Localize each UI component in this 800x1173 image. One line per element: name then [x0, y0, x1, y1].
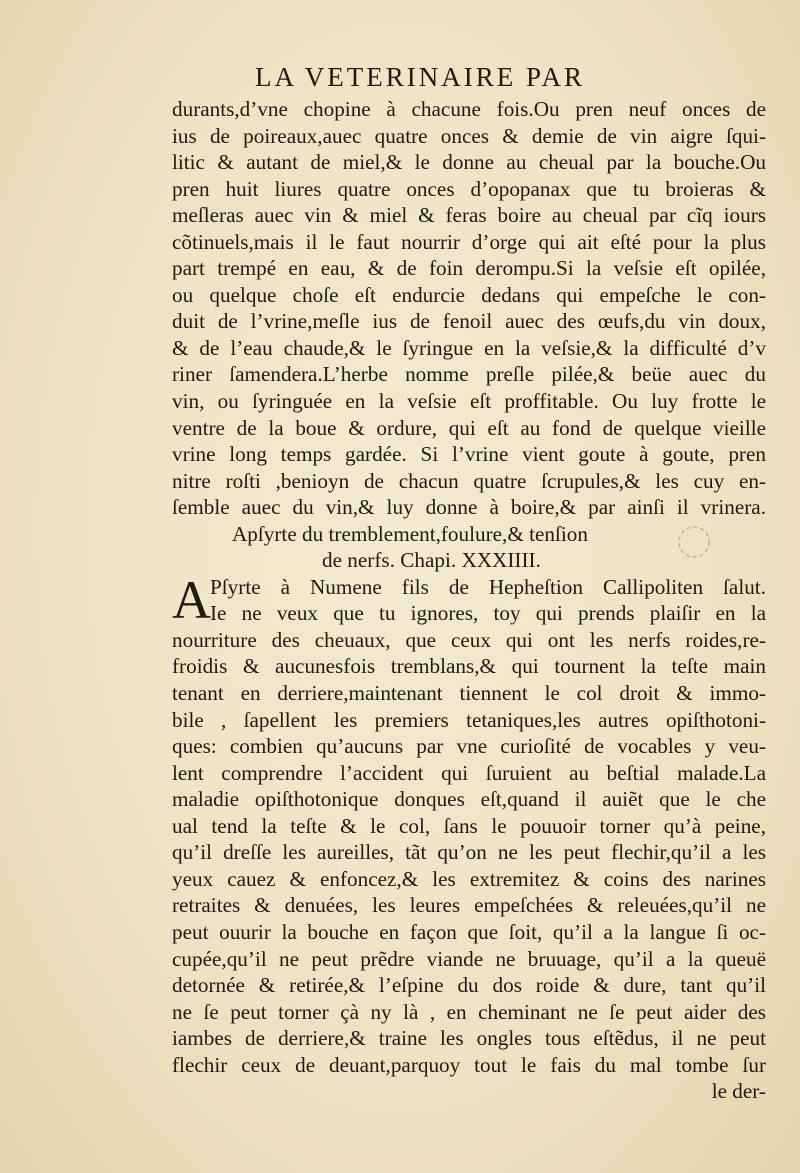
text-line: ventre de la boue & ordure, qui eſt au fond de quelque vieille — [172, 415, 766, 440]
text-line: cupée,qu’il ne peut prẽdre viande ne bruuage, qu’il a la queuë — [172, 946, 766, 971]
text-line: tenant en derriere,maintenant tiennent le col droit & immo- — [172, 681, 766, 706]
chapter-opening — [172, 569, 766, 630]
text-line: flechir ceux de deuant,parquoy tout le fais du mal tombe ſur — [172, 1052, 766, 1077]
text-line: ual tend la teſte & le col, ſans le pouuoir torner qu’à peine, — [172, 813, 766, 838]
text-line: maladie opiſthotonique donques eſt,quand il auiẽt que le che — [172, 787, 766, 812]
text-line: meſleras auec vin & miel & feras boire au cheual par cĩq iours — [172, 203, 766, 228]
text-line: iambes de derriere,& traine les ongles tous eſtẽdus, il ne peut — [172, 1026, 766, 1051]
text-line: pren huit liures quatre onces d’opopanax que tu broieras & — [172, 176, 766, 201]
chapter-title-line-1: Apſyrte du tremblement,foulure,& tenſion — [232, 521, 588, 546]
text-line: yeux cauez & enfoncez,& les extremitez & coins des narines — [172, 866, 766, 891]
text-line: peut ouurir la bouche en façon que ſoit, qu’il a la langue ſi oc- — [172, 919, 766, 944]
running-title: LA VETERINAIRE PAR — [254, 62, 586, 92]
text-line: riner ſamendera.L’herbe nomme preſle pilée,& beüe auec du — [172, 362, 766, 387]
catchword: le der- — [711, 1079, 766, 1104]
text-line: nourriture des cheuaux, que ceux qui ont les nerfs roides,re- — [172, 627, 766, 652]
text-block — [172, 96, 766, 1105]
text-line: froidis & aucunesfois tremblans,& qui tournent la teſte main — [172, 654, 766, 679]
text-line: ques: combien qu’aucuns par vne curioſité de vocables y veu- — [172, 734, 766, 759]
text-line: nitre roſti ,benioyn de chacun quatre ſcrupules,& les cuy en- — [172, 468, 766, 493]
text-line: vin, ou ſyringuée en la veſsie eſt proffitable. Ou luy frotte le — [172, 389, 766, 414]
chapter-title-line-2: de nerfs. Chapi. XXXIIII. — [322, 548, 541, 573]
paragraph-previous-chapter — [172, 96, 766, 521]
text-line: retraites & denuées, les leures empeſchées & releuées,qu’il ne — [172, 893, 766, 918]
text-line: ſemble auec du vin,& luy donne à boire,& par ainſi il vrinera. — [172, 495, 766, 520]
text-line: Ie ne veux que tu ignores, toy qui prends plaiſir en la — [210, 601, 766, 626]
paragraph-chapter-body — [172, 627, 766, 1078]
drop-cap: A — [172, 569, 211, 630]
text-line: Pſyrte à Numene fils de Hepheſtion Callipoliten ſalut. — [210, 574, 766, 599]
text-line: bile , ſapellent les premiers tetaniques,les autres opiſthotoni- — [172, 707, 766, 732]
text-line: lent comprendre l’accident qui ſuruient au beſtial malade.La — [172, 760, 766, 785]
text-line: detornée & retirée,& l’eſpine du dos roide & dure, tant qu’il — [172, 973, 766, 998]
text-line: ius de poireaux,auec quatre onces & demie de vin aigre ſqui- — [172, 123, 766, 148]
text-line: duit de l’vrine,meſle ius de fenoil auec des œufs,du vin doux, — [172, 309, 766, 334]
text-line: & de l’eau chaude,& le ſyringue en la veſsie,& la difficulté d’v — [172, 335, 766, 360]
text-line: qu’il dreſſe les aureilles, tãt qu’on ne les peut flechir,qu’il a les — [172, 840, 766, 865]
text-line: part trempé en eau, & de foin derompu.Si la veſsie eſt opilée, — [172, 256, 766, 281]
text-line: litic & autant de miel,& le donne au cheual par la bouche.Ou — [172, 150, 766, 175]
text-line: durants,d’vne chopine à chacune fois.Ou pren neuf onces de — [172, 97, 766, 121]
text-line: cõtinuels,mais il le faut nourrir d’orge qui ait eſté pour la plus — [172, 229, 766, 254]
text-line: ou quelque choſe eſt endurcie dedans qui empeſche le con- — [172, 282, 766, 307]
opening-lines — [172, 569, 766, 630]
text-line: ne ſe peut torner çà ny là , en cheminant ne ſe peut aider des — [172, 999, 766, 1024]
text-line: vrine long temps gardée. Si l’vrine vient goute à goute, pren — [172, 442, 766, 467]
